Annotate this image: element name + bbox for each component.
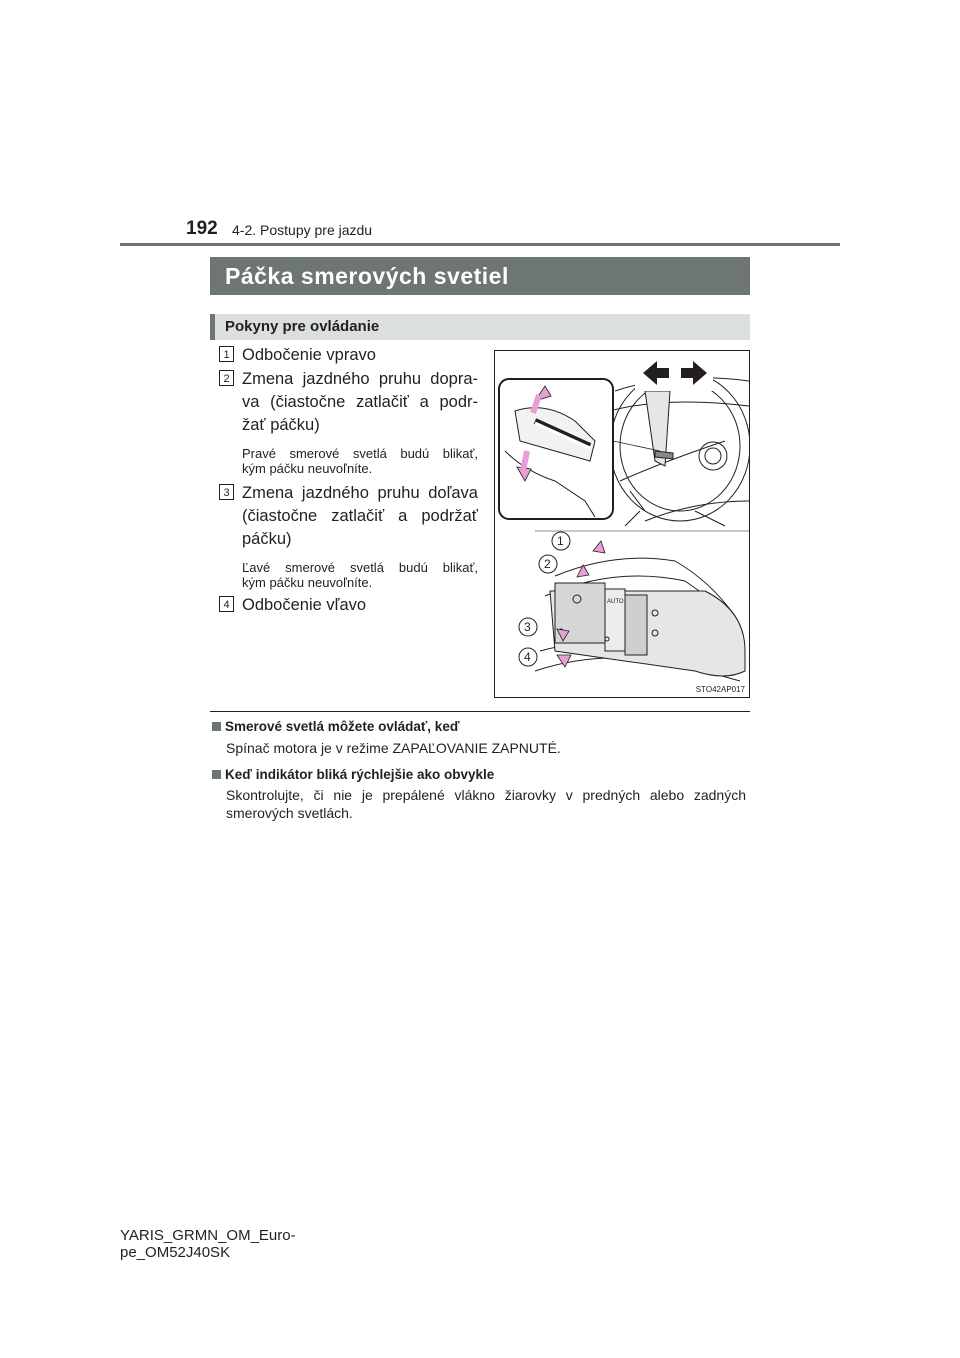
footer-line-1: YARIS_GRMN_OM_Euro-: [120, 1227, 296, 1244]
page-title: Páčka smerových svetiel: [210, 257, 750, 295]
step-3-note-line-1: Ľavé smerové svetlá budú blikať,: [242, 560, 478, 575]
footer: [120, 1227, 296, 1261]
step-number-2: 2: [219, 370, 234, 386]
switch-auto-label: AUTO: [607, 599, 624, 605]
page-number: 192: [186, 218, 218, 239]
note-1-heading-row: [212, 718, 460, 736]
note-2-heading: Keď indikátor bliká rýchlejšie ako obvykle: [225, 767, 495, 782]
subheading: Pokyny pre ovládanie: [210, 314, 750, 340]
section-title: 4-2. Postupy pre jazdu: [232, 222, 373, 238]
step-3-line-3: páčku): [242, 530, 292, 548]
notes-divider: [210, 711, 750, 712]
step-3-line-1: Zmena jazdného pruhu doľava: [242, 484, 478, 502]
footer-line-2: pe_OM52J40SK: [120, 1244, 231, 1261]
note-2-body-line-1: Skontrolujte, či nie je prepálené vlákno žiarovky v predných alebo zadných: [226, 787, 746, 803]
step-2-note-line-1: Pravé smerové svetlá budú blikať,: [242, 446, 478, 461]
inset-hand-lever: [499, 379, 613, 519]
step-3-line-2: (čiastočne zatlačiť a podržať: [242, 507, 478, 525]
step-2-line-3: žať páčku): [242, 416, 320, 434]
step-2-note-line-2: kým páčku neuvoľníte.: [242, 461, 373, 476]
callout-2: 2: [544, 557, 551, 571]
step-2-line-1: Zmena jazdného pruhu dopra-: [242, 370, 478, 388]
callout-3: 3: [524, 620, 531, 634]
step-2-line-2: va (čiastočne zatlačiť a podr-: [242, 393, 478, 411]
header-rule: [120, 243, 840, 246]
note-2-body-line-2: smerových svetlách.: [226, 805, 353, 821]
illustration-drawing: [495, 351, 749, 697]
step-3-note-line-2: kým páčku neuvoľníte.: [242, 575, 373, 590]
step-number-3: 3: [219, 484, 234, 500]
note-1-heading: Smerové svetlá môžete ovládať, keď: [225, 719, 460, 734]
callout-1: 1: [557, 534, 564, 548]
step-4-text: Odbočenie vľavo: [242, 596, 367, 614]
note-2-heading-row: [212, 766, 494, 784]
callout-4: 4: [524, 650, 531, 664]
step-number-4: 4: [219, 596, 234, 612]
step-1-text: Odbočenie vpravo: [242, 346, 376, 364]
subheading-marker: [210, 314, 215, 340]
turn-signal-illustration: [494, 350, 750, 698]
square-bullet-icon: [212, 770, 221, 779]
step-number-1: 1: [219, 346, 234, 362]
illustration-code: STO42AP017: [695, 685, 745, 694]
direction-arrows-icon: [635, 357, 713, 391]
square-bullet-icon: [212, 722, 221, 731]
note-1-body: Spínač motora je v režime ZAPAĽOVANIE ZAPNUTÉ.: [226, 740, 561, 756]
